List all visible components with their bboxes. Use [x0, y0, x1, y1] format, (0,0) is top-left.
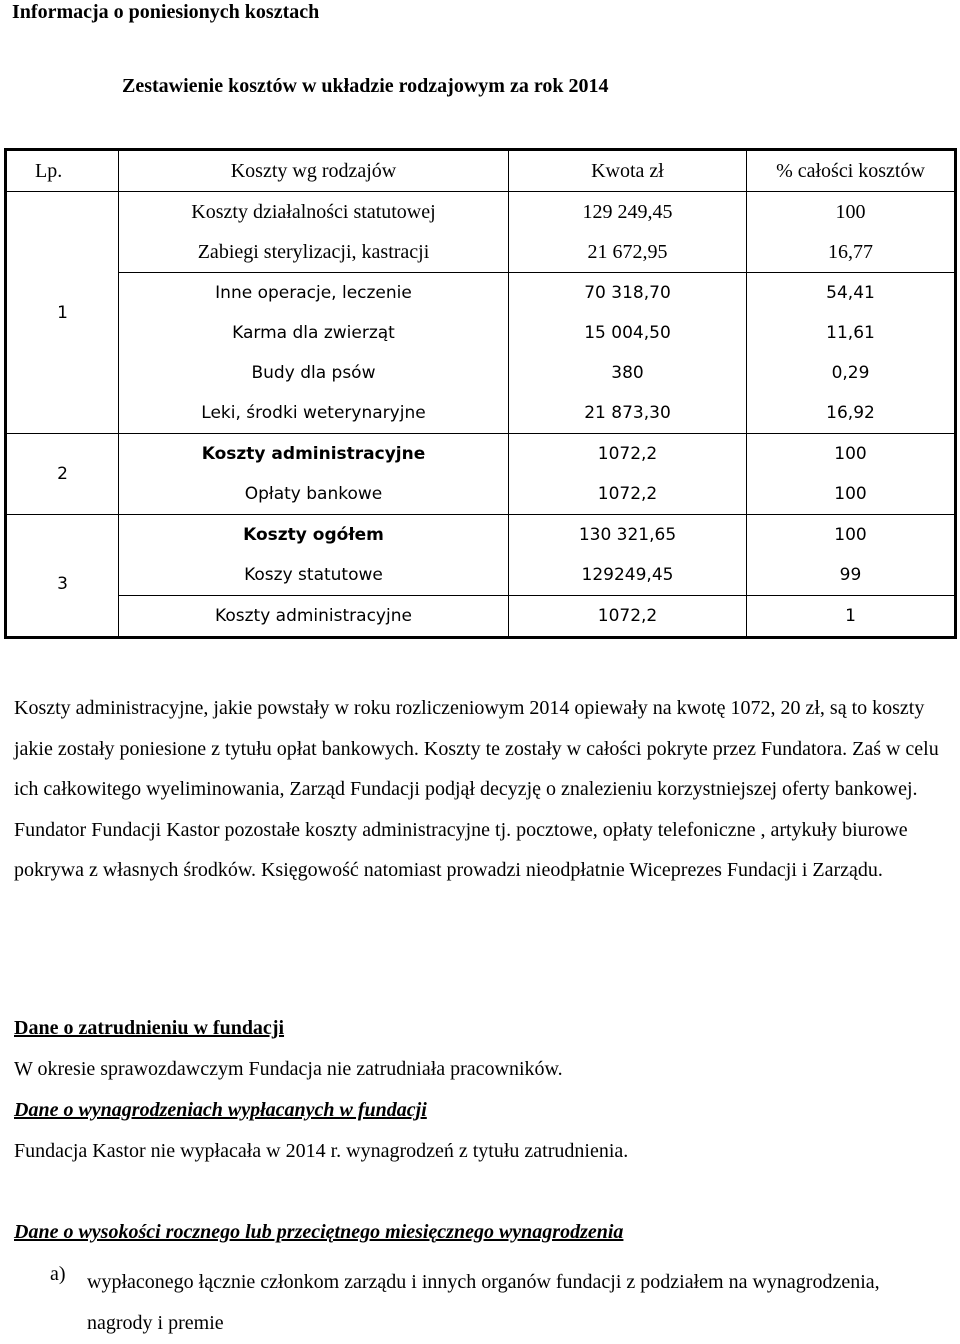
table-row — [6, 353, 956, 393]
row-percent: 100 — [834, 444, 867, 464]
table-row — [6, 596, 956, 638]
row-percent: 16,92 — [747, 393, 956, 434]
table-row — [6, 474, 956, 515]
annual-salary-section-title: Dane o wysokości rocznego lub przeciętnego miesięcznego wynagrodzenia — [14, 1221, 624, 1243]
table-row — [6, 393, 956, 434]
row-name: Koszty ogółem — [119, 515, 509, 556]
table-row — [6, 192, 956, 233]
row-percent: 1 — [747, 596, 956, 638]
row-percent: 99 — [839, 565, 862, 585]
row-amount: 1072,2 — [509, 434, 747, 475]
header-amount: Kwota zł — [509, 150, 747, 192]
row-amount: 1072,2 — [509, 474, 747, 515]
row-amount: 70 318,70 — [509, 273, 747, 314]
group2-lp: 2 — [6, 434, 119, 515]
header-lp: Lp. — [6, 150, 119, 192]
table-header-row — [6, 150, 956, 192]
employment-section-text: W okresie sprawozdawczym Fundacja nie zatrudniała pracowników. — [14, 1058, 563, 1080]
row-amount: 21 672,95 — [509, 232, 747, 273]
paragraph-text: Koszty administracyjne, jakie powstały w roku rozliczeniowym 2014 opiewały na kwotę 1072, 20 zł, są to koszty jakie zostały poniesione z tytułu opłat bankowych. Koszty te zostały w całości pokryte przez Fundatora. Zaś w celu ich całkowitego wyeliminowania, Zarząd Fundacji podjął decyzję o znalezieniu korzystniejszej oferty bankowej. Fundator Fundacji Kastor pozostałe koszty administracyjne tj. pocztowe, opłaty telefoniczne , artykuły biurowe pokrywa z własnych środków. Księgowość natomiast prowadzi nieodpłatnie Wiceprezes Fundacji i Zarządu. — [14, 697, 939, 882]
row-name: Inne operacje, leczenie — [119, 273, 509, 314]
row-percent: 0,29 — [831, 363, 870, 383]
document-subtitle: Zestawienie kosztów w układzie rodzajowym za rok 2014 — [122, 75, 609, 97]
row-amount: 15 004,50 — [509, 313, 747, 353]
row-amount: 129 249,45 — [509, 192, 747, 233]
row-name: Koszy statutowe — [119, 555, 509, 596]
table-row — [6, 515, 956, 556]
row-name: Budy dla psów — [119, 353, 509, 393]
row-percent: 100 — [835, 200, 866, 223]
row-percent: 11,61 — [826, 323, 875, 343]
costs-explanation-paragraph — [14, 688, 944, 891]
cost-table — [4, 148, 957, 639]
row-name: Koszty administracyjne — [119, 434, 509, 475]
table-row — [6, 273, 956, 314]
table-row — [6, 434, 956, 475]
row-percent: 100 — [747, 474, 956, 515]
employment-section-title: Dane o zatrudnieniu w fundacji — [14, 1017, 285, 1039]
salaries-section-title: Dane o wynagrodzeniach wypłacanych w fundacji — [14, 1099, 427, 1121]
row-name: Karma dla zwierząt — [119, 313, 509, 353]
row-name: Leki, środki weterynaryjne — [119, 393, 509, 434]
table-row — [6, 313, 956, 353]
row-percent: 100 — [834, 525, 867, 545]
row-name: Koszty działalności statutowej — [119, 192, 509, 233]
list-marker: a) — [50, 1263, 66, 1285]
table-row — [6, 555, 956, 596]
salaries-section-text: Fundacja Kastor nie wypłacała w 2014 r. wynagrodzeń z tytułu zatrudnienia. — [14, 1140, 629, 1162]
header-percent: % całości kosztów — [747, 150, 956, 192]
row-amount: 130 321,65 — [509, 515, 747, 556]
row-amount: 1072,2 — [509, 596, 747, 638]
group1-lp: 1 — [6, 192, 119, 434]
table-row — [6, 232, 956, 273]
header-cost-type: Koszty wg rodzajów — [119, 150, 509, 192]
row-amount: 129249,45 — [509, 555, 747, 596]
group3-lp: 3 — [6, 515, 119, 596]
row-amount: 21 873,30 — [509, 393, 747, 434]
row-name: Koszty administracyjne — [119, 596, 509, 638]
group3-lp-filler — [6, 596, 119, 638]
row-percent: 54,41 — [826, 283, 875, 303]
row-name: Zabiegi sterylizacji, kastracji — [119, 232, 509, 273]
list-item-text: wypłaconego łącznie członkom zarządu i innych organów fundacji z podziałem na wynagrodzenia, nagrody i premie — [87, 1271, 880, 1334]
row-amount: 380 — [509, 353, 747, 393]
document-title: Informacja o poniesionych kosztach — [12, 1, 320, 23]
row-percent: 16,77 — [747, 232, 956, 273]
row-name: Opłaty bankowe — [119, 474, 509, 515]
